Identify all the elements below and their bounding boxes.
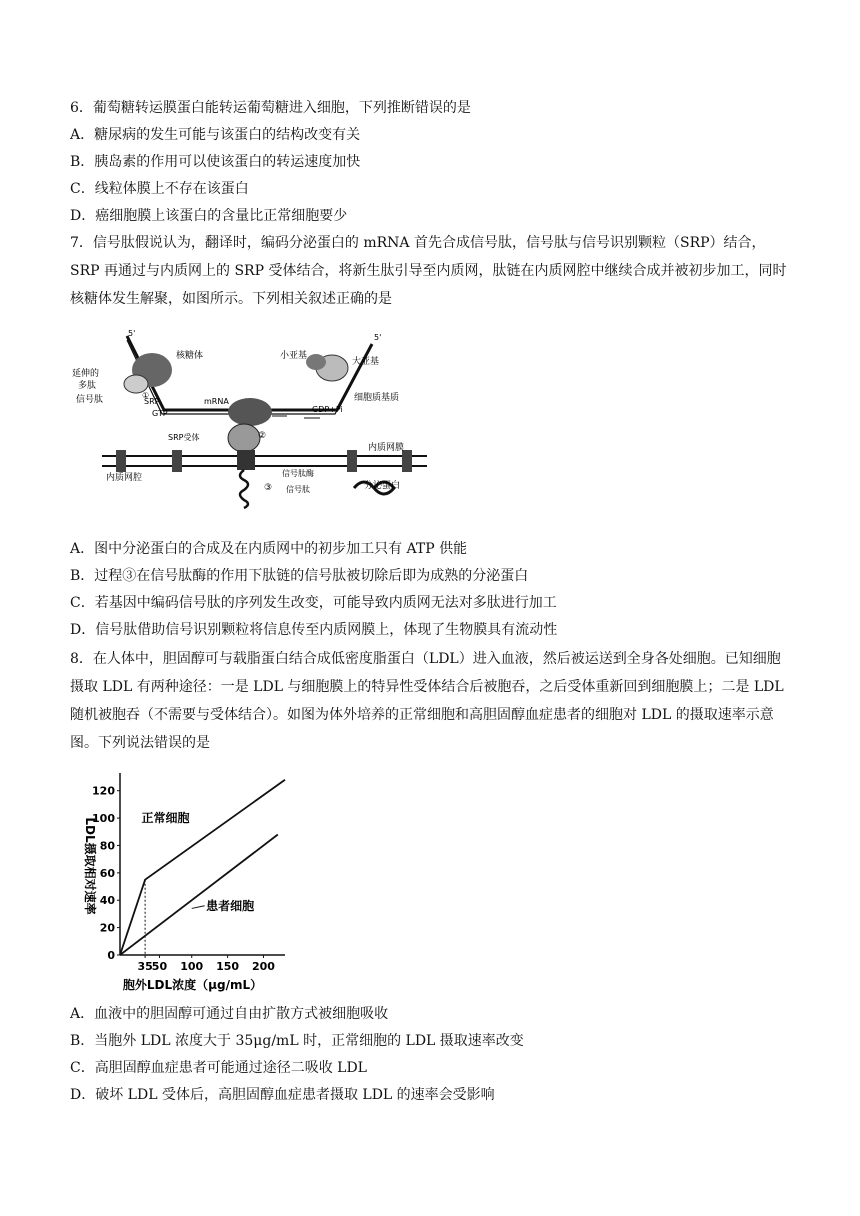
label-large-subunit: 大亚基 <box>352 357 380 367</box>
q7-option-b: B．过程③在信号肽酶的作用下肽链的信号肽被切除后即为成熟的分泌蛋白 <box>70 568 529 584</box>
label-srp-receptor: SRP受体 <box>168 433 200 442</box>
y-axis-label: LDL摄取相对速率 <box>83 817 97 915</box>
label-cytoplasm: 细胞质基质 <box>354 393 400 403</box>
q6-option-c: C．线粒体膜上不存在该蛋白 <box>70 181 249 197</box>
label-step-1: ① <box>142 391 150 400</box>
label-signal-peptide-2: 信号肽 <box>286 485 310 494</box>
x-axis-label: 胞外LDL浓度（μg/mL） <box>122 978 263 992</box>
y-tick-label: 0 <box>107 949 115 962</box>
y-tick-label: 20 <box>99 921 115 935</box>
signal-peptide-diagram <box>72 328 434 518</box>
label-5prime-left: 5' <box>128 329 136 338</box>
label-gtp: GTP <box>152 409 168 418</box>
label-step-2: ② <box>258 431 267 441</box>
q6-option-a: A．糖尿病的发生可能与该蛋白的结构改变有关 <box>70 127 361 143</box>
x-tick-label: 150 <box>216 960 240 973</box>
label-er-lumen: 内质网腔 <box>106 473 143 483</box>
nascent-peptide <box>240 470 248 508</box>
label-ribosome: 核糖体 <box>176 351 204 361</box>
label-secretory-protein: 分泌蛋白 <box>364 481 401 491</box>
membrane-protein <box>172 450 182 472</box>
y-tick-label: 60 <box>99 866 115 880</box>
q7-option-a: A．图中分泌蛋白的合成及在内质网中的初步加工只有 ATP 供能 <box>70 541 468 557</box>
label-step-3: ③ <box>264 483 273 493</box>
label-extending-2: 多肽 <box>78 381 97 391</box>
y-tick-label: 80 <box>99 839 115 853</box>
q7-option-c: C．若基因中编码信号肽的序列发生改变，可能导致内质网无法对多肽进行加工 <box>70 595 557 611</box>
translocon <box>237 450 255 470</box>
small-subunit <box>306 354 326 370</box>
series-label-normal: 正常细胞 <box>141 811 190 826</box>
label-small-subunit: 小亚基 <box>280 351 308 361</box>
q8-option-c: C．高胆固醇血症患者可能通过途径二吸收 LDL <box>70 1060 367 1076</box>
series-line-1 <box>120 835 278 955</box>
q6-stem: 6．葡萄糖转运膜蛋白能转运葡萄糖进入细胞，下列推断错误的是 <box>70 100 471 116</box>
label-signal-peptidase: 信号肽酶 <box>282 469 314 478</box>
x-tick-label: 200 <box>251 960 275 973</box>
q8-stem: 8．在人体中，胆固醇可与载脂蛋白结合成低密度脂蛋白（LDL）进入血液，然后被运送到全身各处细胞。已知细胞摄取 LDL 有两种途径：一是 LDL 与细胞膜上的特异性受体结合后被胞吞，之后受体重新回到细胞膜上；二是 LDL 随机被胞吞（不需要与受体结合）。如图为体外培养的正常细胞和高胆固醇血症患者的细胞对 LDL 的摄取速率示意图。下列说法错误的是 <box>70 651 784 751</box>
label-5prime-right: 5' <box>374 333 382 342</box>
label-mrna: mRNA <box>204 397 229 406</box>
x-tick-label: 100 <box>180 960 204 973</box>
membrane-protein <box>402 450 412 472</box>
q6-option-b: B．胰岛素的作用可以使该蛋白的转运速度加快 <box>70 154 361 170</box>
label-signal-peptide: 信号肽 <box>76 395 104 405</box>
label-srp: SRP <box>144 397 160 406</box>
label-extending-1: 延伸的 <box>72 369 100 379</box>
y-tick-label: 100 <box>92 812 115 826</box>
ldl-uptake-chart <box>72 765 292 995</box>
ribosome-center-small <box>228 424 260 452</box>
series-label-pointer <box>192 906 205 909</box>
membrane-protein <box>347 450 357 472</box>
ribosome-center <box>228 398 272 426</box>
label-er-membrane: 内质网膜 <box>368 443 405 453</box>
y-tick-label: 120 <box>92 784 115 798</box>
x-tick-label: 35 <box>137 960 153 973</box>
q7-option-d: D．信号肽借助信号识别颗粒将信息传至内质网膜上，体现了生物膜具有流动性 <box>70 622 558 638</box>
q7-stem: 7．信号肽假说认为，翻译时，编码分泌蛋白的 mRNA 首先合成信号肽，信号肽与信号识别颗粒（SRP）结合，SRP 再通过与内质网上的 SRP 受体结合，将新生肽引导至内质网，肽链在内质网腔中继续合成并被初步加工，同时核糖体发生解聚，如图所示。下列相关叙述正确的是 <box>70 235 787 307</box>
q8-option-b: B．当胞外 LDL 浓度大于 35μg/mL 时，正常细胞的 LDL 摄取速率改变 <box>70 1033 524 1049</box>
q6-option-d: D．癌细胞膜上该蛋白的含量比正常细胞要少 <box>70 208 348 224</box>
membrane-protein <box>116 450 126 472</box>
q8-option-a: A．血液中的胆固醇可通过自由扩散方式被细胞吸收 <box>70 1006 389 1022</box>
y-tick-label: 40 <box>99 894 115 908</box>
x-tick-label: 50 <box>151 960 168 973</box>
series-label-patient: 患者细胞 <box>206 898 255 913</box>
q8-option-d: D．破坏 LDL 受体后，高胆固醇血症患者摄取 LDL 的速率会受影响 <box>70 1087 495 1103</box>
label-gdp-pi: GDP+Pi <box>312 405 343 414</box>
